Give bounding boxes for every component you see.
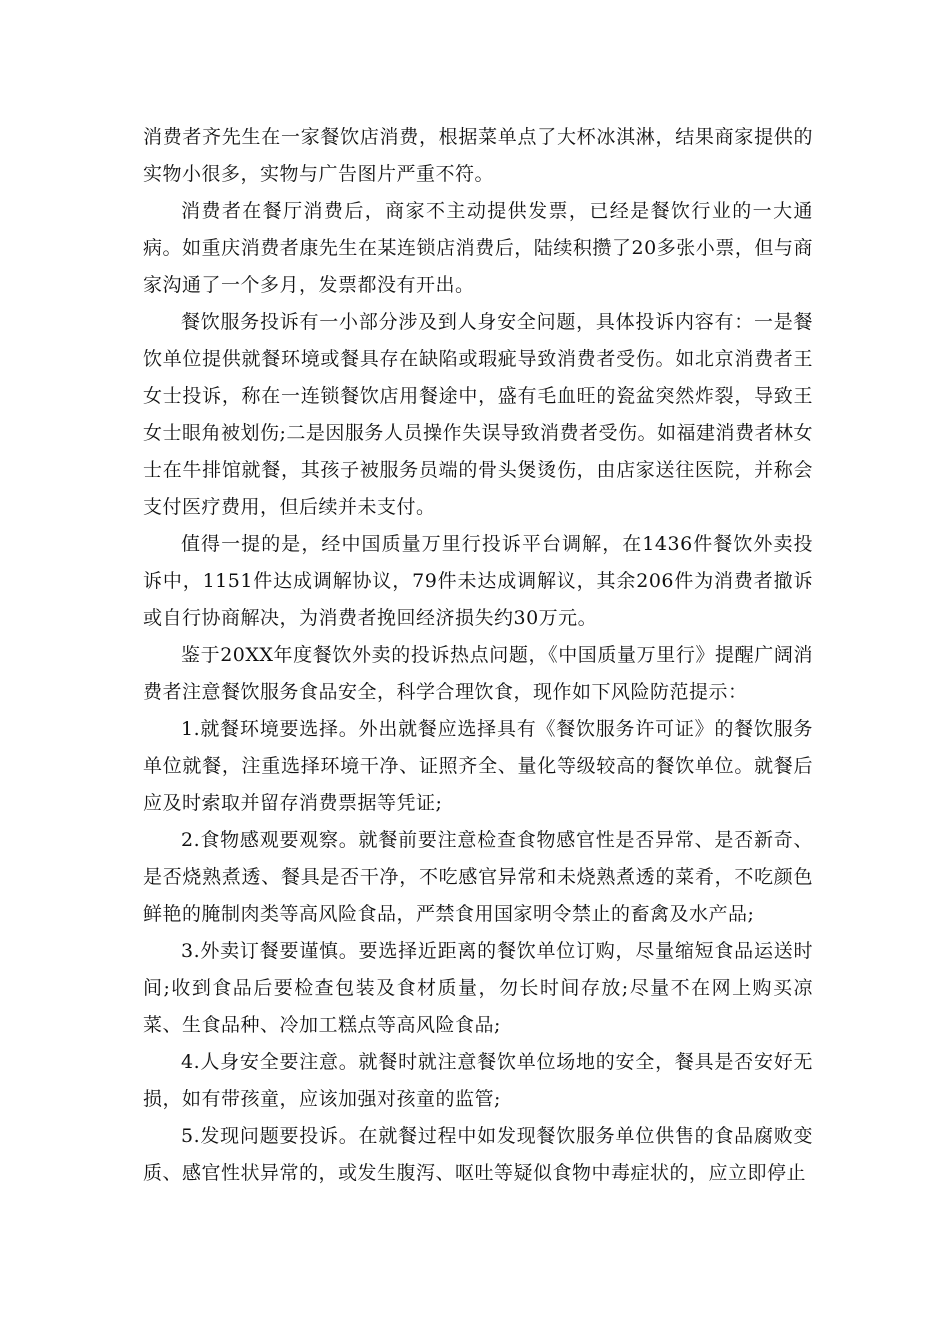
paragraph-4: 值得一提的是，经中国质量万里行投诉平台调解，在1436件餐饮外卖投诉中，1151件达成调解协议，79件未达成调解议，其余206件为消费者撤诉或自行协商解决，为消费者挽回经济损失约30万元。 bbox=[143, 533, 813, 629]
tip-item-2: 2.食物感观要观察。就餐前要注意检查食物感官性是否异常、是否新奇、是否烧熟煮透、餐具是否干净，不吃感官异常和未烧熟煮透的菜肴，不吃颜色鲜艳的腌制肉类等高风险食品，严禁食用国家明令禁止的畜禽及水产品; bbox=[143, 829, 813, 925]
tip-item-1: 1.就餐环境要选择。外出就餐应选择具有《餐饮服务许可证》的餐饮服务单位就餐，注重选择环境干净、证照齐全、量化等级较高的餐饮单位。就餐后应及时索取并留存消费票据等凭证; bbox=[143, 718, 813, 814]
tip-item-5: 5.发现问题要投诉。在就餐过程中如发现餐饮服务单位供售的食品腐败变质、感官性状异常的，或发生腹泻、呕吐等疑似食物中毒症状的，应立即停止 bbox=[143, 1125, 813, 1184]
paragraph-1: 消费者齐先生在一家餐饮店消费，根据菜单点了大杯冰淇淋，结果商家提供的实物小很多，实物与广告图片严重不符。 bbox=[143, 126, 813, 185]
tip-item-4: 4.人身安全要注意。就餐时就注意餐饮单位场地的安全，餐具是否安好无损，如有带孩童，应该加强对孩童的监管; bbox=[143, 1051, 813, 1110]
paragraph-3: 餐饮服务投诉有一小部分涉及到人身安全问题，具体投诉内容有：一是餐饮单位提供就餐环境或餐具存在缺陷或瑕疵导致消费者受伤。如北京消费者王女士投诉，称在一连锁餐饮店用餐途中，盛有毛血旺的瓷盆突然炸裂，导致王女士眼角被划伤;二是因服务人员操作失误导致消费者受伤。如福建消费者林女士在牛排馆就餐，其孩子被服务员端的骨头煲烫伤，由店家送往医院，并称会支付医疗费用，但后续并未支付。 bbox=[143, 311, 813, 518]
document-body bbox=[143, 119, 813, 1192]
paragraph-2: 消费者在餐厅消费后，商家不主动提供发票，已经是餐饮行业的一大通病。如重庆消费者康先生在某连锁店消费后，陆续积攒了20多张小票，但与商家沟通了一个多月，发票都没有开出。 bbox=[143, 200, 813, 296]
paragraph-5: 鉴于20XX年度餐饮外卖的投诉热点问题，《中国质量万里行》提醒广阔消费者注意餐饮服务食品安全，科学合理饮食，现作如下风险防范提示： bbox=[143, 644, 813, 703]
tip-item-3: 3.外卖订餐要谨慎。要选择近距离的餐饮单位订购，尽量缩短食品运送时间;收到食品后要检查包装及食材质量，勿长时间存放;尽量不在网上购买凉菜、生食品种、冷加工糕点等高风险食品; bbox=[143, 940, 813, 1036]
